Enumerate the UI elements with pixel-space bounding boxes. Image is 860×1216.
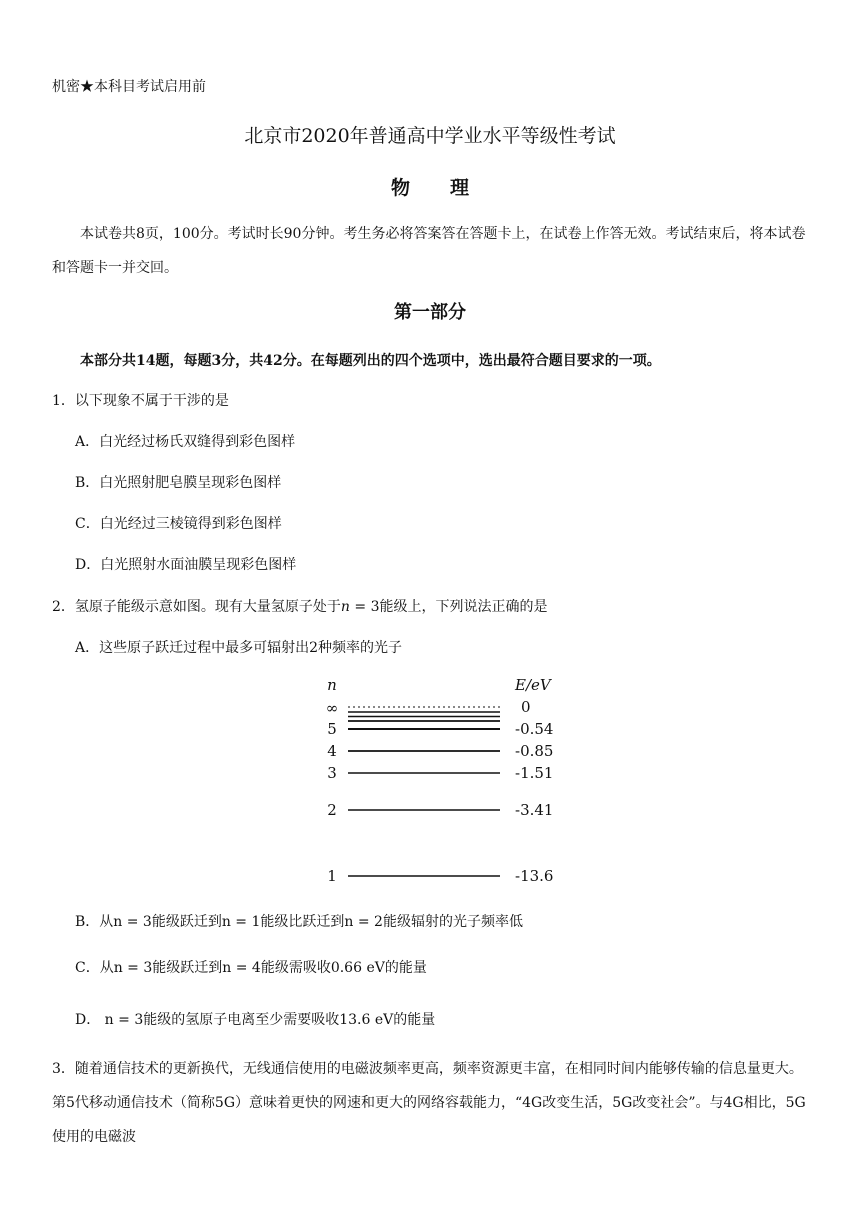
question-2-stem: 2．氢原子能级示意如图。现有大量氢原子处于n = 3能级上，下列说法正确的是	[52, 599, 548, 615]
energy-level-diagram	[310, 670, 570, 885]
question-2-option-a: A．这些原子跃迁过程中最多可辐射出2种频率的光子	[75, 640, 403, 656]
level-energy-label: -3.41	[515, 801, 554, 819]
exam-instructions: 本试卷共8页，100分。考试时长90分钟。考生务必将答案答在答题卡上，在试卷上作答无效。考试结束后，将本试卷和答题卡一并交回。	[52, 226, 806, 276]
level-n-label: 5	[327, 720, 337, 738]
exam-title: 北京市2020年普通高中学业水平等级性考试	[244, 125, 616, 147]
question-2-option-d: D． n = 3能级的氢原子电离至少需要吸收13.6 eV的能量	[75, 1012, 436, 1028]
level-n-label: 2	[327, 801, 337, 819]
question-1-option-d: D．白光照射水面油膜呈现彩色图样	[75, 557, 297, 573]
question-2-option-c: C．从n = 3能级跃迁到n = 4能级需吸收0.66 eV的能量	[75, 960, 427, 976]
diagram-energy-header: E/eV	[515, 676, 551, 694]
question-3-stem: 3．随着通信技术的更新换代，无线通信使用的电磁波频率更高，频率资源更丰富，在相同时间内能够传输的信息量更大。第5代移动通信技术（简称5G）意味着更快的网速和更大的网络容载能力，“4G改变生活，5G改变社会”。与4G相比，5G使用的电磁波	[52, 1061, 806, 1145]
diagram-n-header: n	[327, 676, 337, 694]
level-energy-label: -1.51	[515, 764, 554, 782]
part-one-instructions: 本部分共14题，每题3分，共42分。在每题列出的四个选项中，选出最符合题目要求的一项。	[80, 353, 661, 369]
level-energy-label: 0	[521, 698, 531, 716]
part-one-heading: 第一部分	[394, 302, 466, 323]
level-n-label: 1	[327, 867, 337, 885]
subject-title: 物理	[390, 177, 509, 199]
level-energy-label: -13.6	[515, 867, 554, 885]
level-energy-label: -0.85	[515, 742, 554, 760]
confidential-label: 机密★本科目考试启用前	[52, 79, 206, 95]
level-energy-label: -0.54	[515, 720, 554, 738]
question-1-option-a: A．白光经过杨氏双缝得到彩色图样	[75, 434, 296, 450]
level-n-label: 3	[327, 764, 337, 782]
question-1-option-c: C．白光经过三棱镜得到彩色图样	[75, 516, 282, 532]
question-1-stem: 1．以下现象不属于干涉的是	[52, 393, 229, 409]
question-1-option-b: B．白光照射肥皂膜呈现彩色图样	[75, 475, 282, 491]
level-n-label: ∞	[325, 699, 339, 717]
question-2-option-b: B．从n = 3能级跃迁到n = 1能级比跃迁到n = 2能级辐射的光子频率低	[75, 914, 523, 930]
level-n-label: 4	[327, 742, 337, 760]
